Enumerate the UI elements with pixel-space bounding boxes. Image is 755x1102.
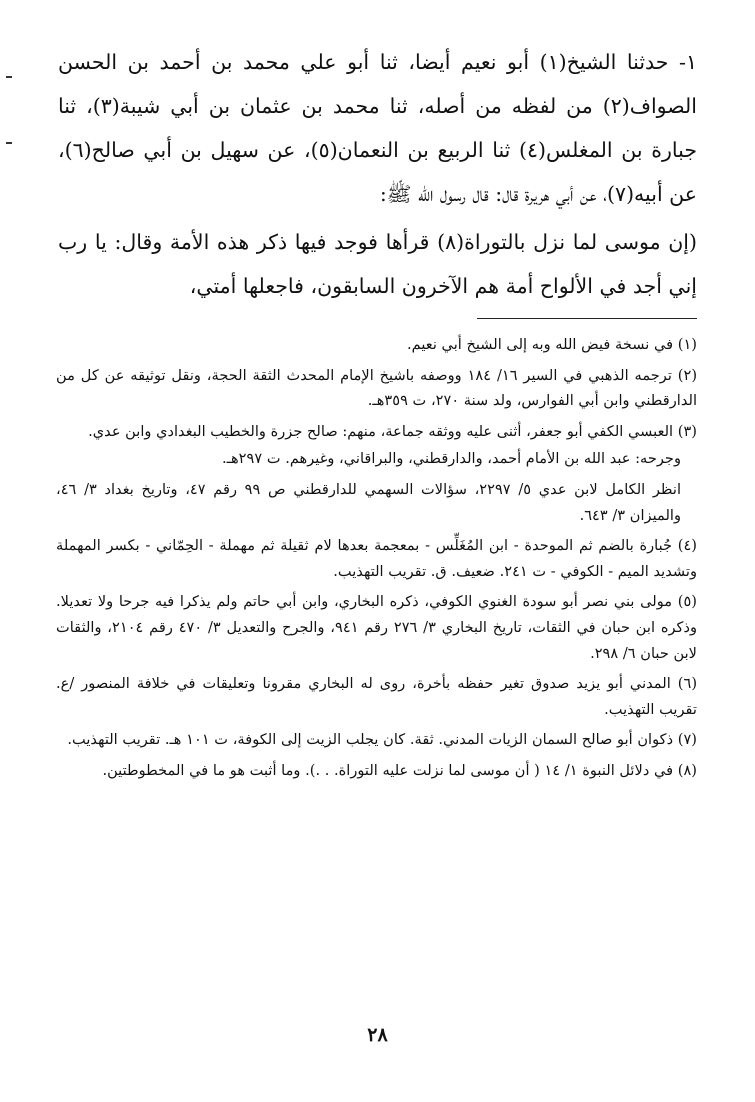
footnote-3 (56, 419, 697, 445)
footnote-text: في نسخة فيض الله وبه إلى الشيخ أبي نعيم. (407, 336, 674, 353)
footnote-8 (56, 758, 697, 784)
footnote-label: (١) (677, 336, 697, 353)
footnote-3-sources: انظر الكامل لابن عدي ٥/ ٢٢٩٧، سؤالات السهمي للدارقطني ص ٩٩ رقم ٤٧، وتاريخ بغداد ٣/ ٤٦، والميزان ٣/ ٦٤٣. (56, 480, 682, 524)
page-number: ٢٨ (367, 1024, 388, 1046)
margin-mark (6, 76, 12, 78)
footnote-text: في دلائل النبوة ١/ ١٤ ( أن موسى لما نزلت عليه التوراة. . .). وما أثبت هو ما في المخطوطتين. (102, 761, 674, 779)
footnote-label: (٣) (677, 422, 697, 440)
footnote-text: جُبارة بالضم ثم الموحدة - ابن المُغَلِّس - بمعجمة بعدها لام ثقيلة ثم مهملة - الحِمّاني - بكسر المهملة وتشديد الميم - الكوفي - ت ٢٤١. ضعيف. ق. تقريب التهذيب. (56, 537, 697, 580)
footnote-text: المدني أبو يزيد صدوق تغير حفظه بأخرة، روى له البخاري مقرونا وتعليقات في خلافة المنصور /ع. تقريب التهذيب. (56, 675, 697, 718)
footnote-4 (56, 533, 697, 584)
footnote-7 (56, 727, 697, 753)
hadith-text (58, 40, 697, 308)
hadith-isnad: ١- حدثنا الشيخ(١) أبو نعيم أيضا، ثنا أبو علي محمد بن أحمد بن الحسن الصواف(٢) من لفظه من أصله، ثنا محمد بن عثمان بن أبي شيبة(٣)، ثنا جبارة بن المغلس(٤) ثنا الربيع بن النعمان(٥)، عن سهيل بن أبي صالح(٦)، عن أبيه(٧)، عن أبي هريرة قال: قال رسول الله ﷺ: (58, 50, 697, 206)
footnote-3-continuation: وجرحه: عبد الله بن الأمام أحمد، والدارقطني، والبراقاني، وغيرهم. ت ٢٩٧هـ. (222, 450, 681, 468)
margin-mark (6, 142, 12, 144)
footnote-text: ترجمه الذهبي في السير ١٦/ ١٨٤ ووصفه باشيخ الإمام المحدث الثقة الحجة، ونقل توثيقه عن كل من الدارقطني وابن أبي الفوارس، ولد سنة ٢٧٠، ت ٣٥٩هـ. (56, 366, 697, 410)
footnote-text: العبسي الكفي أبو جعفر، أثنى عليه ووثقه جماعة، منهم: صالح جزرة والخطيب البغدادي وابن عدي. (88, 422, 674, 440)
hadith-matn: (إن موسى لما نزل بالتوراة(٨) قرأها فوجد فيها ذكر هذه الأمة وقال: يا رب إني أجد في الألواح أمة هم الآخرون السابقون، فاجعلها أمتي، (58, 230, 697, 298)
footnote-6 (56, 671, 697, 722)
footnote-text: مولى بني نصر أبو سودة الغنوي الكوفي، ذكره البخاري، وابن أبي حاتم ولم يذكرا فيه جرحا ولا تعديلا. وذكره ابن حبان في الثقات، تاريخ البخاري ٣/ ٢٧٦ رقم ٩٤١، والجرح والتعديل ٣/ ٤٧٠ رقم ٢١٠٤، والثقات لابن حبان ٦/ ٢٩٨. (56, 593, 698, 662)
footnote-1 (56, 332, 697, 358)
footnote-label: (٢) (677, 366, 698, 384)
footnote-text: ذكوان أبو صالح السمان الزيات المدني. ثقة. كان يجلب الزيت إلى الكوفة، ت ١٠١ هـ. تقريب التهذيب. (67, 731, 674, 749)
footnote-label: (٤) (677, 537, 697, 555)
footnote-label: (٨) (677, 761, 697, 779)
footnote-label: (٦) (677, 675, 698, 693)
footnote-2 (56, 363, 697, 414)
footnote-label: (٧) (677, 731, 697, 749)
footnotes (56, 332, 697, 789)
footnote-label: (٥) (677, 593, 697, 611)
footnote-5 (56, 589, 697, 666)
footnote-separator (477, 318, 697, 319)
